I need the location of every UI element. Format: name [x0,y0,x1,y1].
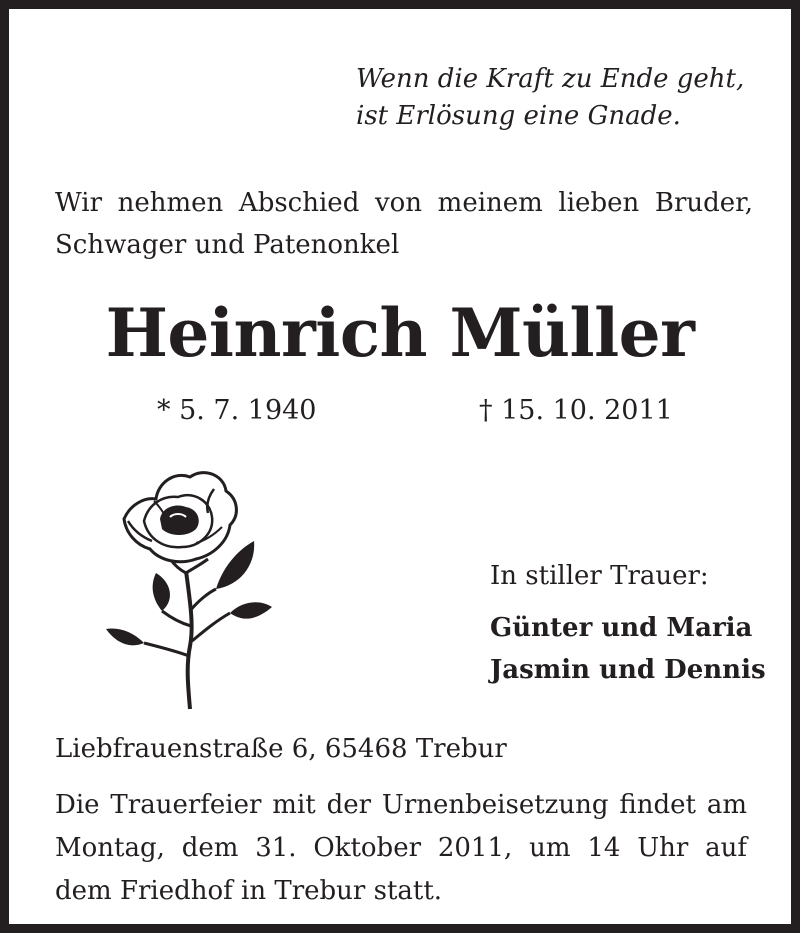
mourners-list [490,607,766,691]
intro-text [55,182,753,266]
ceremony-info [55,784,747,913]
motto-line-1: Wenn die Kraft zu Ende geht, [356,64,745,94]
mourning-label: In stiller Trauer: [490,561,709,591]
mourner-name: Jasmin und Dennis [490,655,766,685]
intro-line-1: Wir nehmen Abschied von meinem lieben Bruder, [55,188,753,218]
death-date: † 15. 10. 2011 [479,395,673,426]
rose-icon [104,461,274,711]
address: Liebfrauenstraße 6, 65468 Trebur [55,734,507,764]
birth-date: * 5. 7. 1940 [157,395,317,426]
intro-line-2: Schwager und Patenonkel [55,230,400,260]
motto-quote [356,61,744,135]
ceremony-line-2: Montag, dem 31. Oktober 2011, um 14 Uhr auf [55,833,747,863]
deceased-name: Heinrich Müller [105,294,695,372]
mourner-name: Günter und Maria [490,613,753,643]
ceremony-line-1: Die Trauerfeier mit der Urnenbeisetzung findet am [55,790,747,820]
motto-line-2: ist Erlösung eine Gnade. [356,101,681,131]
ceremony-line-3: dem Friedhof in Trebur statt. [55,876,443,906]
